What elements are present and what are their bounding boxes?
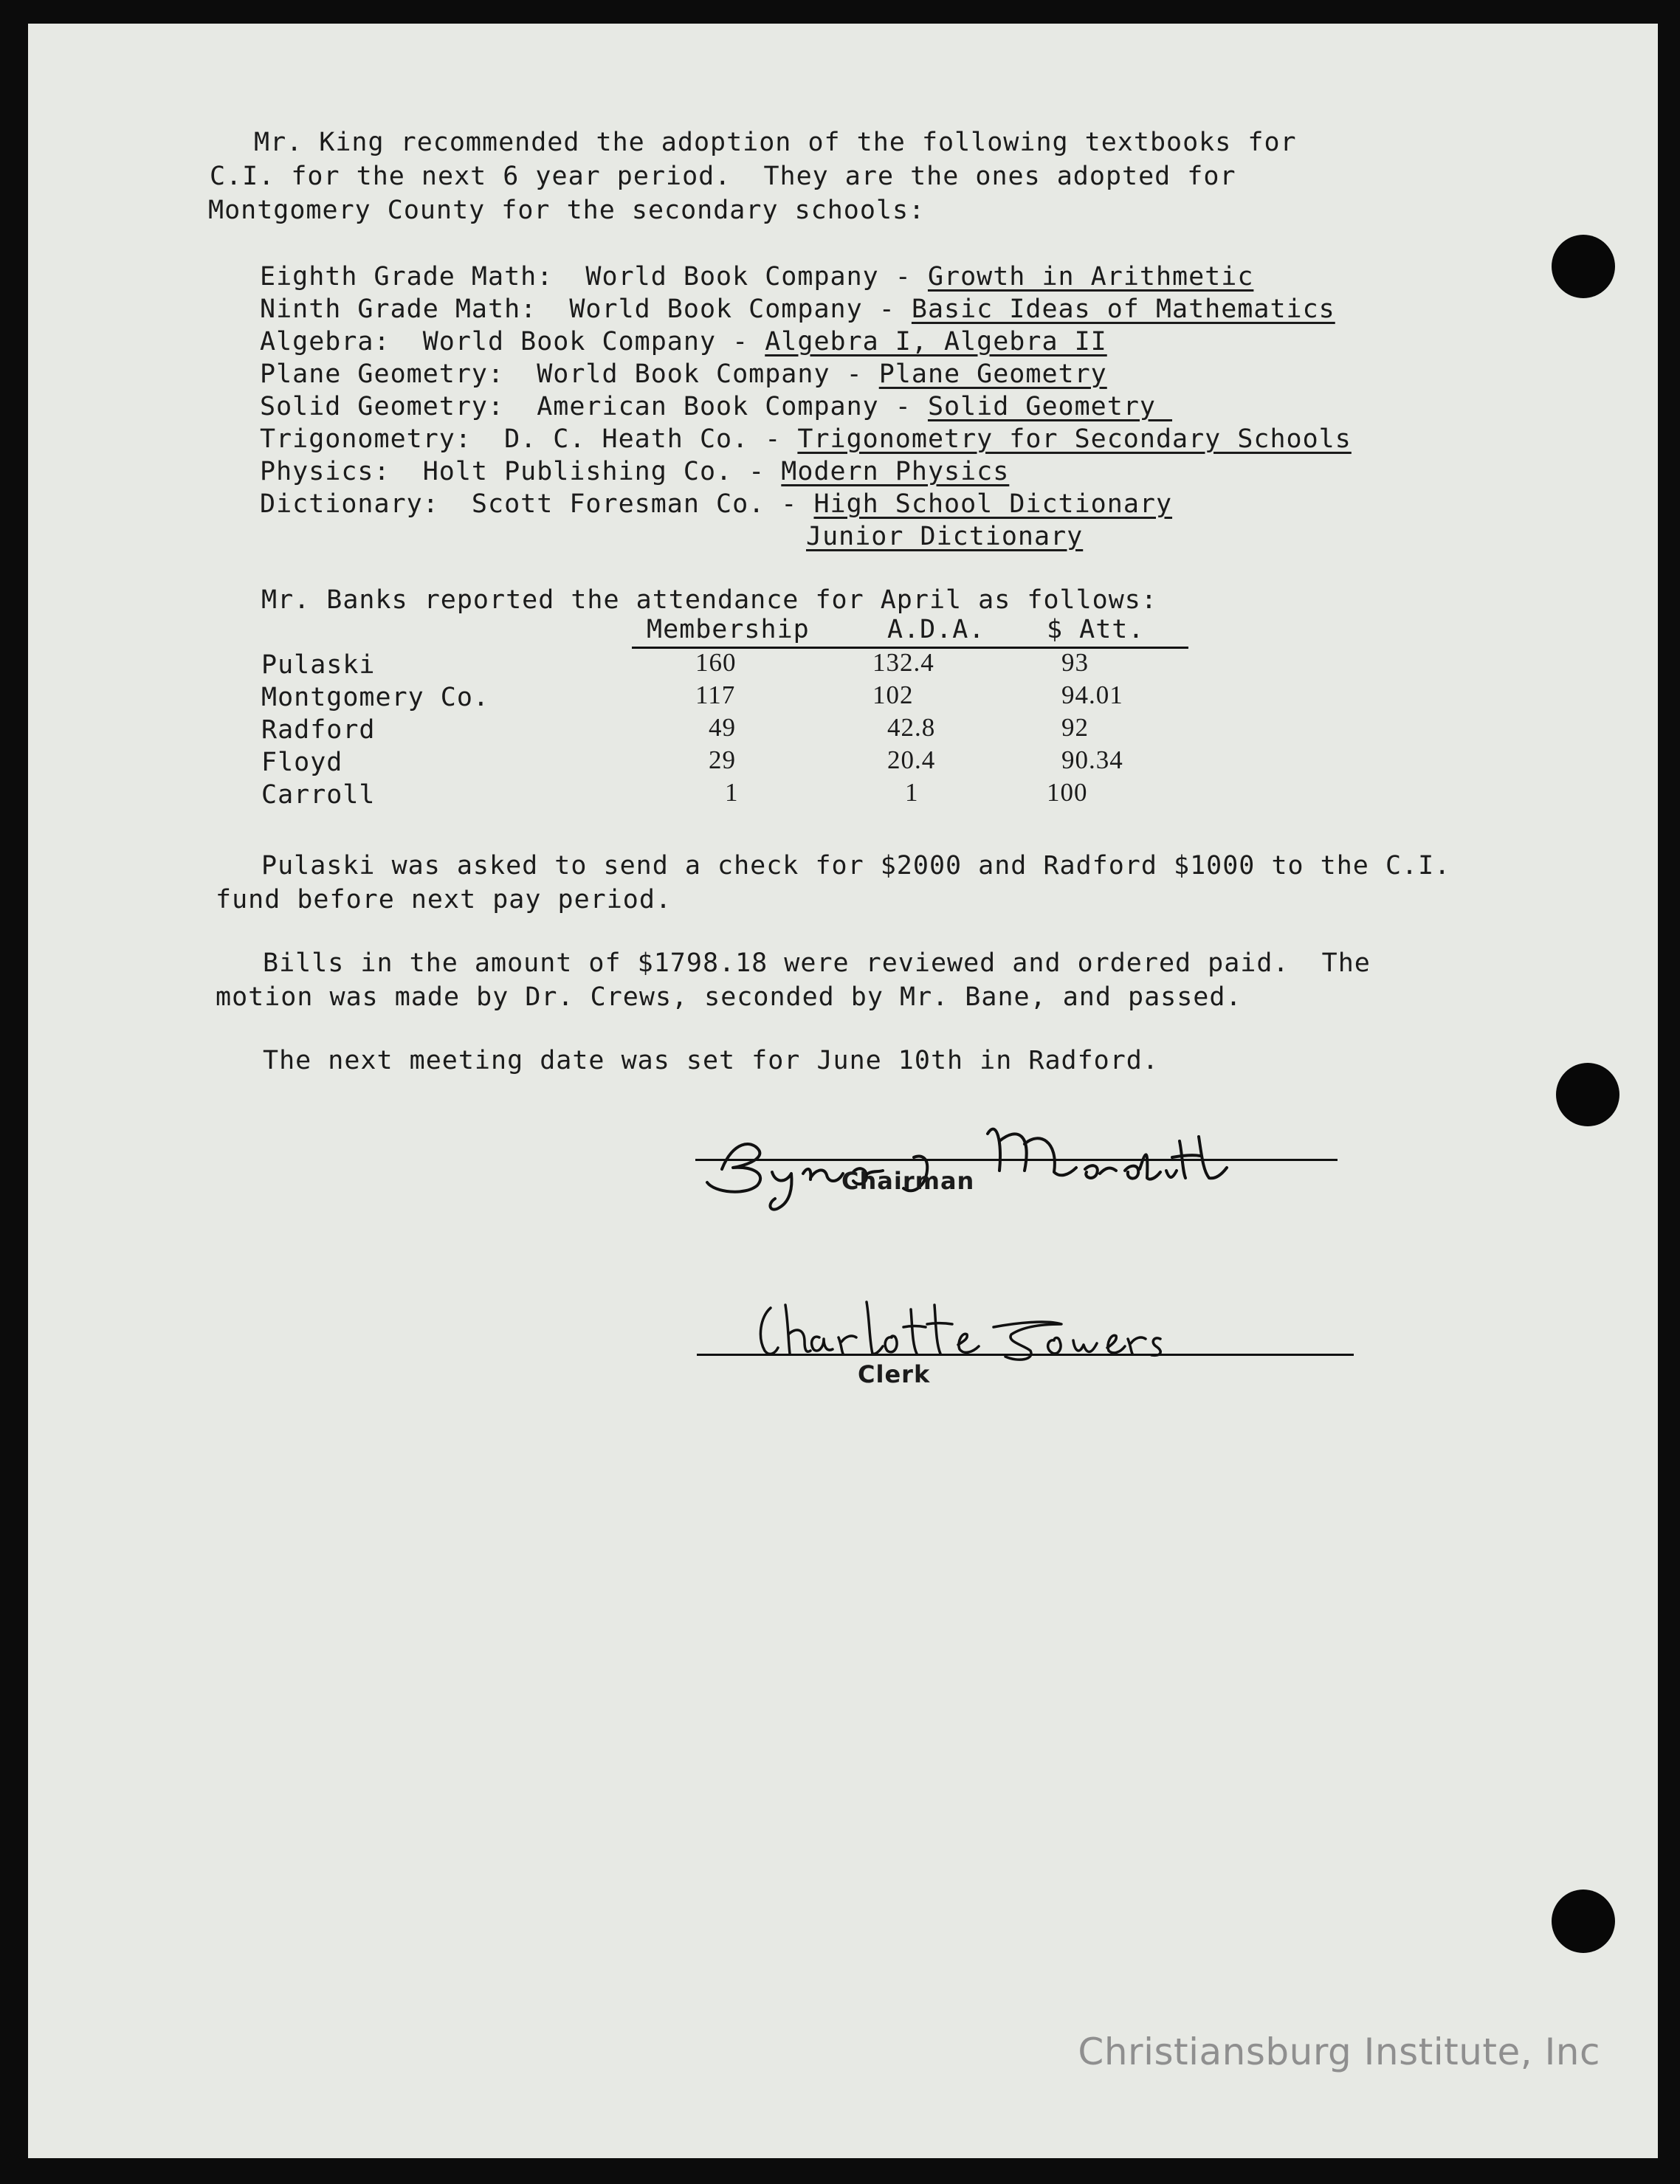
row-ada: 102 [872, 681, 914, 709]
pulaski-line-1: Pulaski was asked to send a check for $2000 and Radford $1000 to the C.I. [261, 851, 1451, 881]
textbook-subject: Plane Geometry: World Book Company - [260, 359, 879, 389]
textbook-title: Junior Dictionary [806, 522, 1084, 551]
pulaski-line-2: fund before next pay period. [216, 885, 672, 914]
textbook-subject: Eighth Grade Math: World Book Company - [260, 262, 928, 292]
row-name: Montgomery Co. [261, 683, 490, 712]
row-name: Floyd [261, 748, 343, 777]
textbook-title: Modern Physics [781, 457, 1010, 486]
textbook-title: Trigonometry for Secondary Schools [797, 424, 1352, 454]
chairman-label: Chairman [841, 1167, 975, 1195]
textbook-title: Growth in Arithmetic [927, 262, 1254, 292]
row-membership: 49 [709, 713, 736, 742]
row-ada: 42.8 [887, 713, 936, 742]
textbook-item [260, 489, 1173, 519]
clerk-signature-line [697, 1354, 1354, 1356]
chairman-signature-line [695, 1159, 1338, 1161]
intro-line-3: Montgomery County for the secondary schools: [208, 196, 926, 225]
row-att: 94.01 [1061, 681, 1123, 709]
row-ada: 1 [905, 778, 919, 807]
bills-line-2: motion was made by Dr. Crews, seconded by Mr. Bane, and passed. [216, 982, 1242, 1012]
row-att: 100 [1047, 778, 1088, 807]
attendance-header-membership: Membership [647, 615, 810, 644]
textbook-title: Basic Ideas of Mathematics [911, 294, 1335, 324]
clerk-label: Clerk [858, 1360, 931, 1388]
row-membership: 1 [725, 778, 739, 807]
textbook-item [806, 524, 1083, 550]
next-meeting: The next meeting date was set for June 10th in Radford. [263, 1046, 1159, 1075]
textbook-subject: Solid Geometry: American Book Company - [260, 392, 928, 421]
row-att: 92 [1061, 713, 1089, 742]
row-ada: 20.4 [887, 745, 936, 774]
row-membership: 29 [709, 745, 736, 774]
intro-line-2: C.I. for the next 6 year period. They are the ones adopted for [210, 162, 1236, 191]
textbook-title: High School Dictionary [813, 489, 1173, 519]
row-name: Radford [261, 715, 376, 745]
binder-hole-top [1552, 235, 1615, 298]
row-name: Pulaski [261, 650, 376, 680]
textbook-subject: Trigonometry: D. C. Heath Co. - [260, 424, 798, 454]
clerk-signature-drawing [737, 1283, 1268, 1379]
attendance-header-att: $ Att. [1047, 615, 1145, 644]
clerk-signature [737, 1283, 1268, 1382]
textbook-subject: Algebra: World Book Company - [260, 327, 765, 356]
bills-line-1: Bills in the amount of $1798.18 were reviewed and ordered paid. The [263, 948, 1371, 978]
document-page [28, 24, 1658, 2158]
chairman-signature-drawing [692, 1112, 1253, 1215]
binder-hole-middle [1556, 1063, 1619, 1126]
textbook-title: Algebra I, Algebra II [765, 327, 1107, 356]
row-membership: 117 [695, 681, 736, 709]
chairman-signature [692, 1112, 1253, 1218]
intro-line-1: Mr. King recommended the adoption of the following textbooks for [254, 128, 1297, 157]
textbook-title: Solid Geometry [927, 392, 1173, 421]
row-membership: 160 [695, 648, 737, 677]
attendance-header-ada: A.D.A. [887, 615, 985, 644]
row-att: 93 [1061, 648, 1089, 677]
textbook-title: Plane Geometry [878, 359, 1107, 389]
row-ada: 132.4 [872, 648, 934, 677]
textbook-item [260, 294, 1335, 324]
textbook-subject: Physics: Holt Publishing Co. - [260, 457, 782, 486]
textbook-item [260, 329, 1107, 355]
row-att: 90.34 [1061, 745, 1123, 774]
textbook-item [260, 459, 1009, 485]
row-name: Carroll [261, 780, 376, 810]
binder-hole-bottom [1552, 1890, 1615, 1953]
textbook-item [260, 394, 1172, 420]
textbook-item [260, 424, 1352, 454]
textbook-subject: Dictionary: Scott Foresman Co. - [260, 489, 814, 519]
textbook-item [260, 359, 1107, 389]
textbook-item [260, 264, 1253, 290]
attendance-intro: Mr. Banks reported the attendance for April as follows: [261, 585, 1157, 615]
textbook-subject: Ninth Grade Math: World Book Company - [260, 294, 912, 324]
watermark: Christiansburg Institute, Inc [1078, 2030, 1600, 2073]
